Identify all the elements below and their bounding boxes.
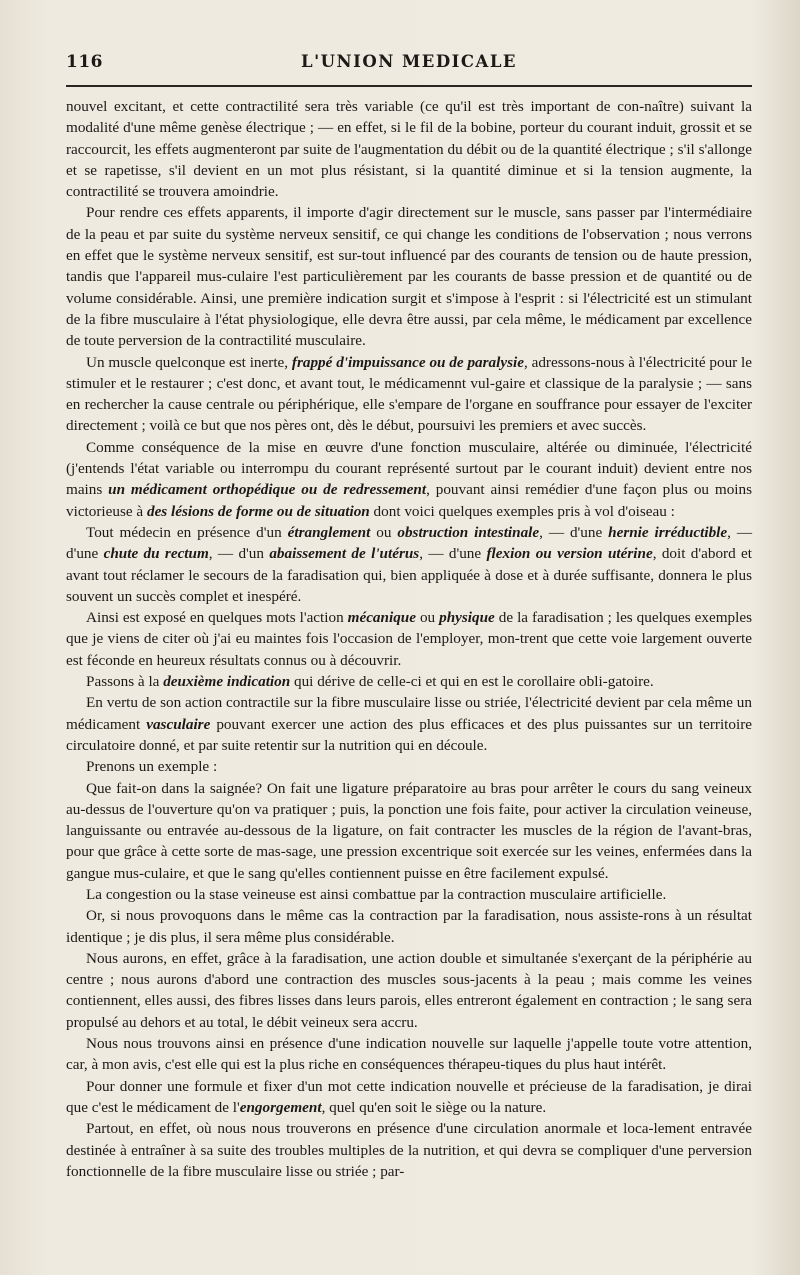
italic-phrase: hernie irréductible xyxy=(608,523,728,541)
text-run: Comme conséquence de la mise en œuvre d'une fonction musculaire, altérée ou diminuée, l'électricité (j'entends l'état variable ou interrompu du courant représenté surtout par le courant induit) devient entre nos mains xyxy=(66,438,752,499)
italic-phrase: physique xyxy=(439,609,495,627)
paragraph xyxy=(66,905,752,948)
text-run: nouvel excitant, et cette contractilité sera très variable (ce qu'il est très important de con-naître) suivant la modalité d'une même genèse électrique ; — en effet, si le fil de la bobine, porteur du courant induit, grossit et se raccourcit, les effets augmenteront par suite de l'augmentation du débit ou de la quantité électrique ; s'il s'allonge et se rapetisse, s'il devient en un mot plus résistant, si la quantité diminue et si la tension augmente, la contractilité se trouvera amoindrie. xyxy=(66,98,752,201)
text-run: , — d'une xyxy=(539,523,609,541)
text-run: , doit d'abord et avant tout réclamer le secours de la faradisation qui, bien appliquée à dose et à durée suffisante, donnera le plus souvent un succès complet et inespéré. xyxy=(66,545,753,605)
paragraph xyxy=(66,522,752,607)
paragraph xyxy=(66,671,752,692)
italic-phrase: abaissement de l'utérus xyxy=(269,545,420,563)
text-run: , adressons-nous à l'électricité pour le stimuler et le restaurer ; c'est donc, et avant tout, le médicamennt vul-gaire et classique de la paralysie ; — sans en rechercher la cause centrale ou périphérique, elle s'empare de l'organe en souffrance pour essayer de l'exciter directement ; voilà ce but que nos pères ont, dès le début, poursuivi les premiers et avec succès. xyxy=(66,353,752,435)
italic-phrase: frappé d'impuissance ou de paralysie xyxy=(291,353,524,371)
text-run: Nous nous trouvons ainsi en présence d'une indication nouvelle sur laquelle j'appelle toute votre attention, car, à mon avis, c'est elle qui est la plus riche en conséquences thérapeu-tiques du plus haut intérêt. xyxy=(66,1035,752,1074)
text-run: Que fait-on dans la saignée? On fait une ligature préparatoire au bras pour arrêter le cours du sang veineux au-dessus de l'ouverture qu'on va pratiquer ; puis, la ponction une fois faite, pour activer la circulation veineuse, languissante ou entravée au-dessous de la ligature, on fait contracter les muscles de la région de l'avant-bras, pour que grâce à cette sorte de mas-sage, une pression excentrique soit exercée sur les veines, enfermées dans la gangue mus-culaire, et que le sang qu'elles contiennent puisse en être facilement expulsé. xyxy=(66,779,752,882)
paragraph xyxy=(66,607,752,671)
text-run: ou xyxy=(370,523,398,541)
italic-phrase: deuxième indication xyxy=(163,673,291,691)
italic-phrase: obstruction intestinale xyxy=(397,523,540,541)
text-run: Nous aurons, en effet, grâce à la faradisation, une action double et simultanée s'exerçant de la périphérie au centre ; nous aurons d'abord une contraction des muscles sous-jacents à la peau ; mais comme les veines contiennent, elles aussi, des fibres lisses dans leurs parois, elles entreront également en contraction ; le sang sera propulsé au dehors et au total, le débit veineux sera accru. xyxy=(66,949,752,1031)
paragraph xyxy=(66,692,752,756)
paragraph xyxy=(66,202,752,351)
text-run: Un muscle quelconque est inerte, xyxy=(86,353,292,371)
text-run: Tout médecin en présence d'un xyxy=(86,523,288,541)
text-run: qui dérive de celle-ci et qui en est le corollaire obli-gatoire. xyxy=(290,673,654,691)
paragraph xyxy=(66,1118,752,1182)
text-run: En vertu de son action contractile sur la fibre musculaire lisse ou striée, l'électricité devient par cela même un médicament xyxy=(66,694,752,733)
text-run: , pouvant ainsi remédier d'une façon plus ou moins victorieuse à xyxy=(66,481,753,520)
text-run: de la faradisation ; les quelques exemples que je viens de citer où j'ai eu maintes fois l'occasion de l'employer, mon-trent que cette voie largement ouverte est féconde en heureux résultats connus ou à découvrir. xyxy=(66,609,752,669)
italic-phrase: mécanique xyxy=(347,609,416,627)
text-run: Passons à la xyxy=(86,673,164,691)
paragraph xyxy=(66,884,752,905)
text-run: , — d'une xyxy=(66,523,753,563)
text-run: Pour donner une formule et fixer d'un mot cette indication nouvelle et précieuse de la faradisation, je dirai que c'est le médicament de l' xyxy=(66,1077,752,1116)
text-run: La congestion ou la stase veineuse est ainsi combattue par la contraction musculaire artificielle. xyxy=(86,885,667,903)
header-rule xyxy=(66,85,752,87)
text-run: Partout, en effet, où nous nous trouverons en présence d'une circulation anormale et loca-lement entravée destinée à entraîner à sa suite des troubles multiples de la nutrition, et qui devra se compliquer d'une perversion fonctionnelle de la fibre musculaire lisse ou striée ; par- xyxy=(66,1120,752,1180)
italic-phrase: flexion ou version utérine xyxy=(486,545,653,563)
text-run: Ainsi est exposé en quelques mots l'action xyxy=(86,609,348,627)
paragraph xyxy=(66,778,752,884)
text-run: dont voici quelques exemples pris à vol d'oiseau : xyxy=(369,502,675,520)
italic-phrase: vasculaire xyxy=(146,715,211,733)
italic-phrase: chute du rectum xyxy=(103,545,209,563)
text-run: Pour rendre ces effets apparents, il importe d'agir directement sur le muscle, sans passer par l'intermédiaire de la peau et par suite du système nerveux sensitif, ce qui change les conditions de l'observation ; nous verrons en effet que le système nerveux sensitif, est sur-tout influencé par des courants de tension ou de haute pression, tandis que l'appareil mus-culaire l'est particulièrement par les courants de basse pression et de quantité ou de volume considérable. Ainsi, une première indication surgit et s'impose à l'esprit : si l'électricité est un stimulant de la fibre musculaire à l'état physiologique, elle devra être aussi, par cela même, le médicament par excellence de toute perversion de la contractilité musculaire. xyxy=(66,204,752,350)
paragraph xyxy=(66,1033,752,1076)
body-text xyxy=(66,96,752,1182)
paragraph xyxy=(66,756,752,777)
text-run: ou xyxy=(415,609,440,627)
italic-phrase: engorgement xyxy=(239,1098,322,1116)
page-number: 116 xyxy=(66,52,103,72)
text-run: , — d'une xyxy=(419,545,487,563)
text-run: pouvant exercer une action des plus efficaces et des plus puissantes sur un territoire circulatoire donné, et par suite retentir sur la nutrition qui en découle. xyxy=(66,715,752,754)
paragraph xyxy=(66,96,752,202)
text-run: Prenons un exemple : xyxy=(86,758,218,776)
paragraph xyxy=(66,352,752,437)
text-run: , — d'un xyxy=(208,545,270,563)
text-run: Or, si nous provoquons dans le même cas la contraction par la faradisation, nous assiste-rons à un résultat identique ; je dis plus, il sera même plus considérable. xyxy=(66,907,752,946)
text-run: , quel qu'en soit le siège ou la nature. xyxy=(321,1098,547,1116)
paragraph xyxy=(66,948,752,1033)
running-title: L'UNION MEDICALE xyxy=(300,52,518,71)
page-header xyxy=(66,52,752,78)
paragraph xyxy=(66,437,752,522)
italic-phrase: étranglement xyxy=(287,523,371,541)
paragraph xyxy=(66,1076,752,1119)
italic-phrase: des lésions de forme ou de situation xyxy=(146,502,370,520)
italic-phrase: un médicament orthopédique ou de redressement xyxy=(108,481,427,499)
